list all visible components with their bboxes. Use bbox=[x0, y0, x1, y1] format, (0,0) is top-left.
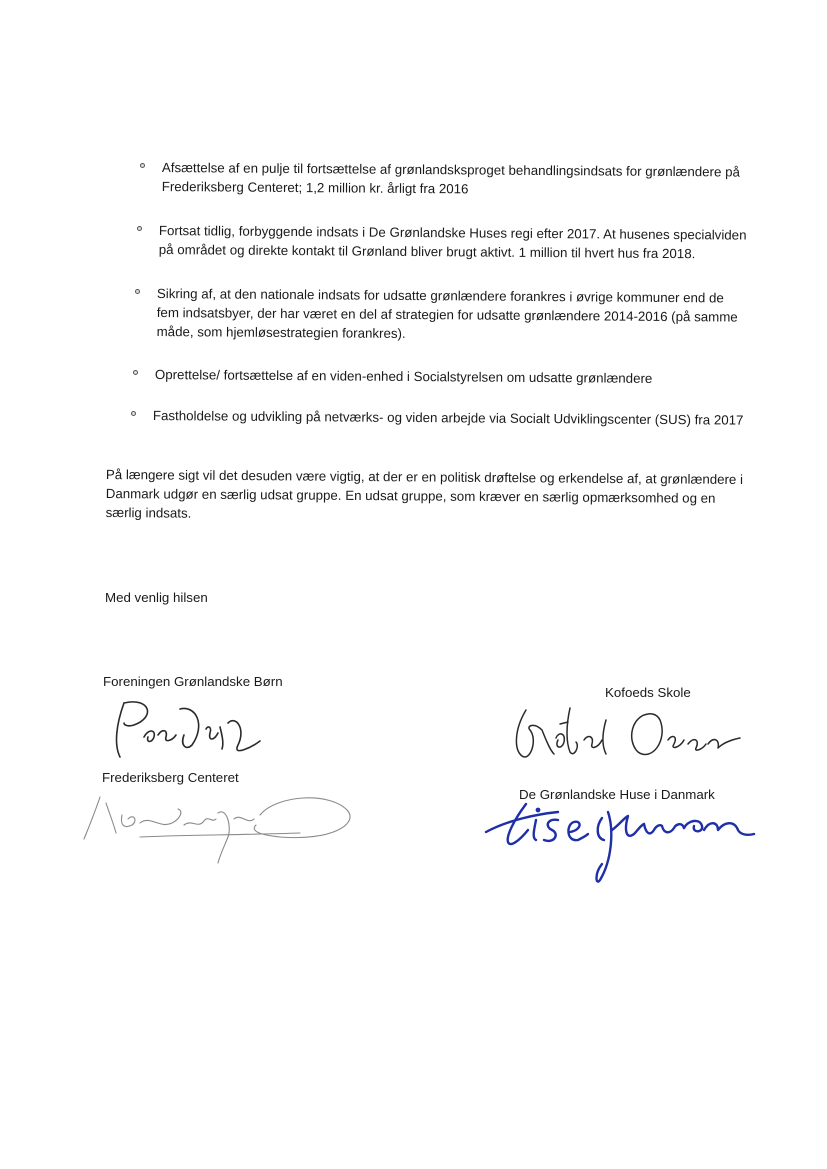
signatory-org-3: Kofoeds Skole bbox=[605, 685, 691, 700]
bullet-line: på området og direkte kontakt til Grønland bliver brugt aktivt. 1 million til hvert hus fra 2018. bbox=[158, 241, 696, 262]
signature-4-image bbox=[478, 790, 768, 890]
signature-3-image bbox=[508, 700, 748, 765]
bullet-dot-icon bbox=[140, 163, 145, 168]
bullet-dot-icon bbox=[131, 411, 136, 416]
bullet-line: Frederiksberg Centeret; 1,2 million kr. årligt fra 2016 bbox=[161, 178, 469, 197]
signatory-org-2: Frederiksberg Centeret bbox=[102, 770, 239, 785]
bullet-dot-icon bbox=[135, 289, 140, 294]
signature-1-image bbox=[110, 695, 270, 765]
bullet-line: fem indsatsbyer, der har været en del af strategien for udsatte grønlændere 2014-2016 (på samme bbox=[156, 304, 738, 325]
bullet-line: Sikring af, at den nationale indsats for udsatte grønlændere forankres i øvrige kommuner end de bbox=[156, 285, 724, 306]
bullet-line: Fastholdelse og udvikling på netværks- og viden arbejde via Socialt Udviklingscenter (SUS) fra 2017 bbox=[152, 407, 744, 428]
bullet-line: måde, som hjemløsestrategien forankres). bbox=[156, 323, 406, 341]
signature-2-image bbox=[80, 785, 360, 875]
bullet-dot-icon bbox=[137, 226, 142, 231]
bullet-line: Afsættelse af en pulje til fortsættelse af grønlandsksproget behandlingsindsats for grønlændere på bbox=[161, 159, 740, 180]
body-paragraph bbox=[106, 465, 744, 527]
bullet-line: Oprettelse/ fortsættelse af en viden-enhed i Socialstyrelsen om udsatte grønlændere bbox=[154, 366, 653, 386]
paragraph-line: På længere sigt vil det desuden være vigtig, at der er en politisk drøftelse og erkendelse af, at grønlændere i bbox=[105, 466, 744, 488]
paragraph-line: særlig indsats. bbox=[105, 504, 192, 521]
closing-greeting: Med venlig hilsen bbox=[105, 590, 208, 605]
signatory-org-4: De Grønlandske Huse i Danmark bbox=[519, 787, 715, 802]
paragraph-line: Danmark udgør en særlig udsat gruppe. En udsat gruppe, som kræver en særlig opmærksomhed og en bbox=[105, 485, 716, 506]
bullet-line: Fortsat tidlig, forbyggende indsats i De Grønlandske Huses regi efter 2017. At husenes specialviden bbox=[158, 222, 747, 243]
bullet-dot-icon bbox=[133, 370, 138, 375]
signatory-org-1: Foreningen Grønlandske Børn bbox=[103, 674, 283, 689]
